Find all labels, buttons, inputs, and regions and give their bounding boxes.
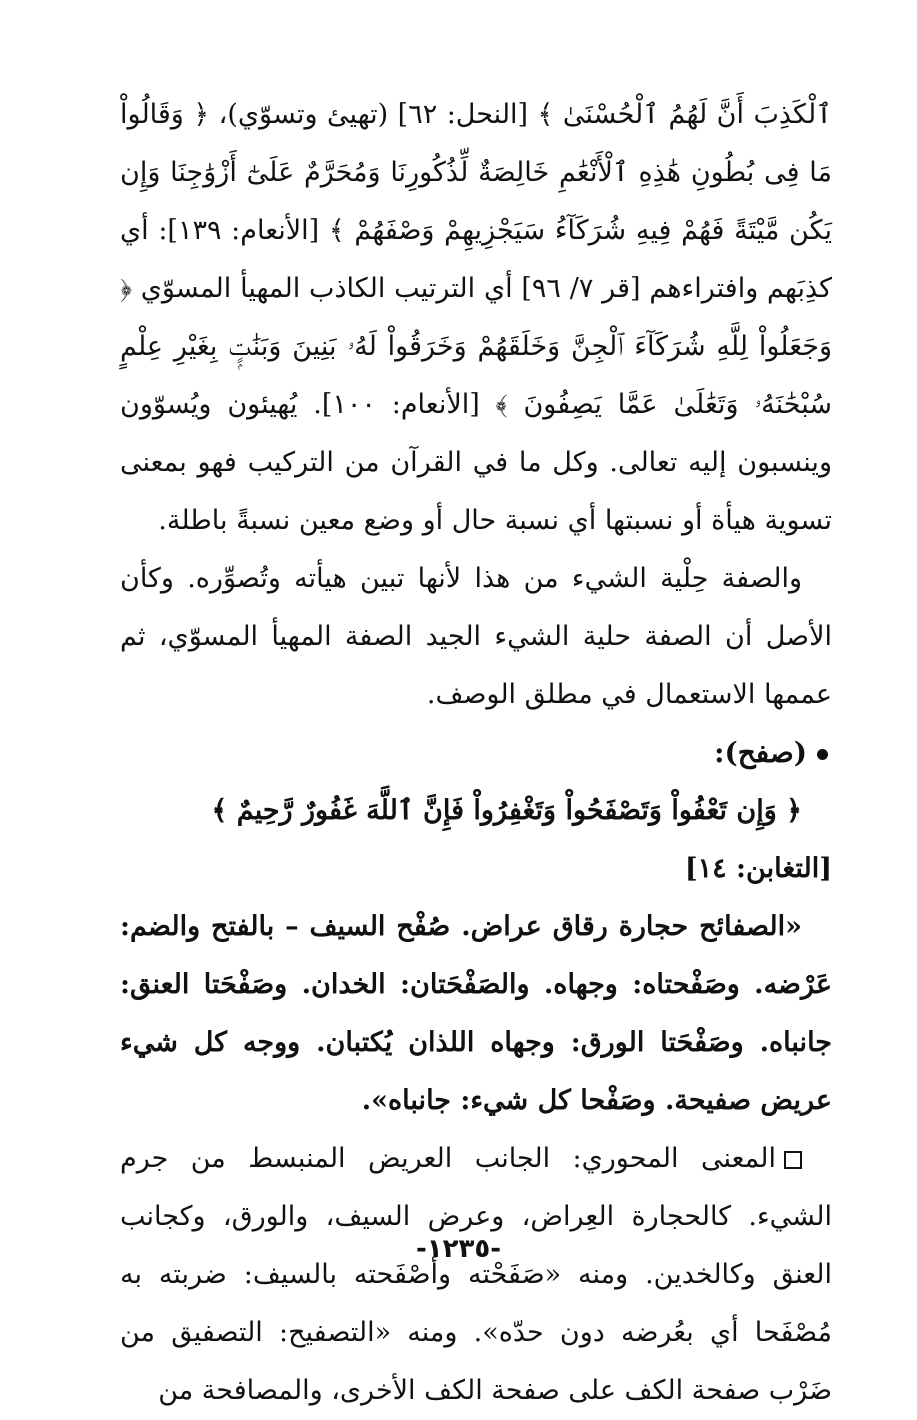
paragraph-tafsir-quotes: ٱلْكَذِبَ أَنَّ لَهُمُ ٱلْحُسْنَىٰ ﴾ [النحل: ٦٢] (تهيئ وتسوّي)، ﴿ وَقَالُواْ مَا فِى بُطُونِ هَٰذِهِ ٱلْأَنْعَٰمِ خَالِصَةٌ لِّذُكُورِنَا وَمُحَرَّمٌ عَلَىٰٓ أَزْوَٰجِنَا وَإِن يَكُن مَّيْتَةً فَهُمْ فِيهِ شُرَكَآءُ سَيَجْزِيهِمْ وَصْفَهُمْ ﴾ [الأنعام: ١٣٩]: أي كذِبَهم وافتراءهم [قر ٧/ ٩٦] أي الترتيب الكاذب المهيأ المسوّي ﴿ وَجَعَلُواْ لِلَّهِ شُرَكَآءَ ٱلْجِنَّ وَخَلَقَهُمْ وَخَرَقُواْ لَهُۥ بَنِينَ وَبَنَٰتٍۭ بِغَيْرِ عِلْمٍ سُبْحَٰنَهُۥ وَتَعَٰلَىٰ عَمَّا يَصِفُونَ ﴾ [الأنعام: ١٠٠]. يُهيئون ويُسوّون وينسبون إليه تعالى. وكل ما في القرآن من التركيب فهو بمعنى تسوية هيأة أو نسبتها أي نسبة حال أو وضع معين نسبةً باطلة. (120, 99, 833, 536)
paragraph-sifa-definition: والصفة حِلْية الشيء من هذا لأنها تبين هيأته وتُصوِّره. وكأن الأصل أن الصفة حلية الشيء الجيد الصفة المهيأ المسوّي، ثم عممها الاستعمال في مطلق الوصف. (120, 563, 832, 710)
section-heading (120, 724, 832, 782)
bullet-icon (817, 749, 828, 760)
section-heading-text: (صفح): (714, 736, 807, 769)
square-box-icon (784, 1151, 802, 1169)
page-number: -١٢٣٥- (415, 1234, 502, 1264)
core-meaning-text: المعنى المحوري: الجانب العريض المنبسط من جرم الشيء. كالحجارة العِراض، وعرض السيف، والورق، وكجانب العنق وكالخدين. ومنه «صَفَحْته وأصْفَحته بالسيف: ضربته به مُصْفَحا أي بعُرضه دون حدّه». ومنه «التصفيح: التصفيق من ضَرْب صفحة الكف على صفحة الكف الأخرى، والمصافحة من (120, 1143, 832, 1406)
page-body (120, 86, 832, 1420)
quran-verse: ﴿ وَإِن تَعْفُواْ وَتَصْفَحُواْ وَتَغْفِرُواْ فَإِنَّ ٱللَّهَ غَفُورٌ رَّحِيمٌ ﴾ [التغابن: ١٤] (211, 795, 832, 884)
lexicon-quote: «الصفائح حجارة رقاق عراض. صُفْح السيف – بالفتح والضم: عَرْضه. وصَفْحتاه: وجهاه. والصَفْحَتان: الخدان. وصَفْحَتا العنق: جانباه. وصَفْحَتا الورق: وجهاه اللذان يُكتبان. ووجه كل شيء عريض صفيحة. وصَفْحا كل شيء: جانباه». (120, 911, 832, 1116)
